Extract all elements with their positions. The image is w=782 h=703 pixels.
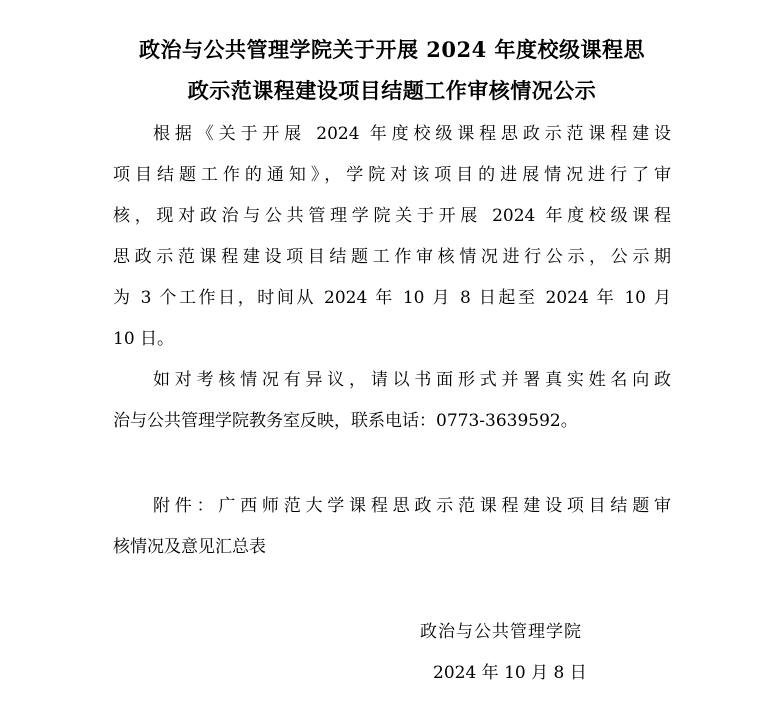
paragraph-1-line-5: 为 3 个工作日，时间从 2024 年 10 月 8 日起至 2024 年 10 月 <box>113 288 671 308</box>
document-title-line-1: 政治与公共管理学院关于开展 2024 年度校级课程思 <box>138 37 646 62</box>
attachment-line-1: 附件：广西师范大学课程思政示范课程建设项目结题审 <box>153 496 671 516</box>
paragraph-1-line-2: 项目结题工作的通知》，学院对该项目的进展情况进行了审 <box>113 165 671 185</box>
paragraph-1-line-4: 思政示范课程建设项目结题工作审核情况进行公示，公示期 <box>113 247 671 267</box>
paragraph-1-line-6: 10 日。 <box>113 329 175 349</box>
attachment-line-2: 核情况及意见汇总表 <box>113 537 266 557</box>
paragraph-2-line-1: 如对考核情况有异议，请以书面形式并署真实姓名向政 <box>153 370 671 390</box>
paragraph-1-line-3: 核，现对政治与公共管理学院关于开展 2024 年度校级课程 <box>113 206 671 226</box>
signature-date: 2024 年 10 月 8 日 <box>433 663 587 683</box>
signature-organization: 政治与公共管理学院 <box>420 622 582 642</box>
paragraph-1-line-1: 根据《关于开展 2024 年度校级课程思政示范课程建设 <box>153 124 671 144</box>
paragraph-2-line-2: 治与公共管理学院教务室反映，联系电话：0773-3639592。 <box>113 411 578 431</box>
document-title-line-2: 政示范课程建设项目结题工作审核情况公示 <box>187 78 597 103</box>
